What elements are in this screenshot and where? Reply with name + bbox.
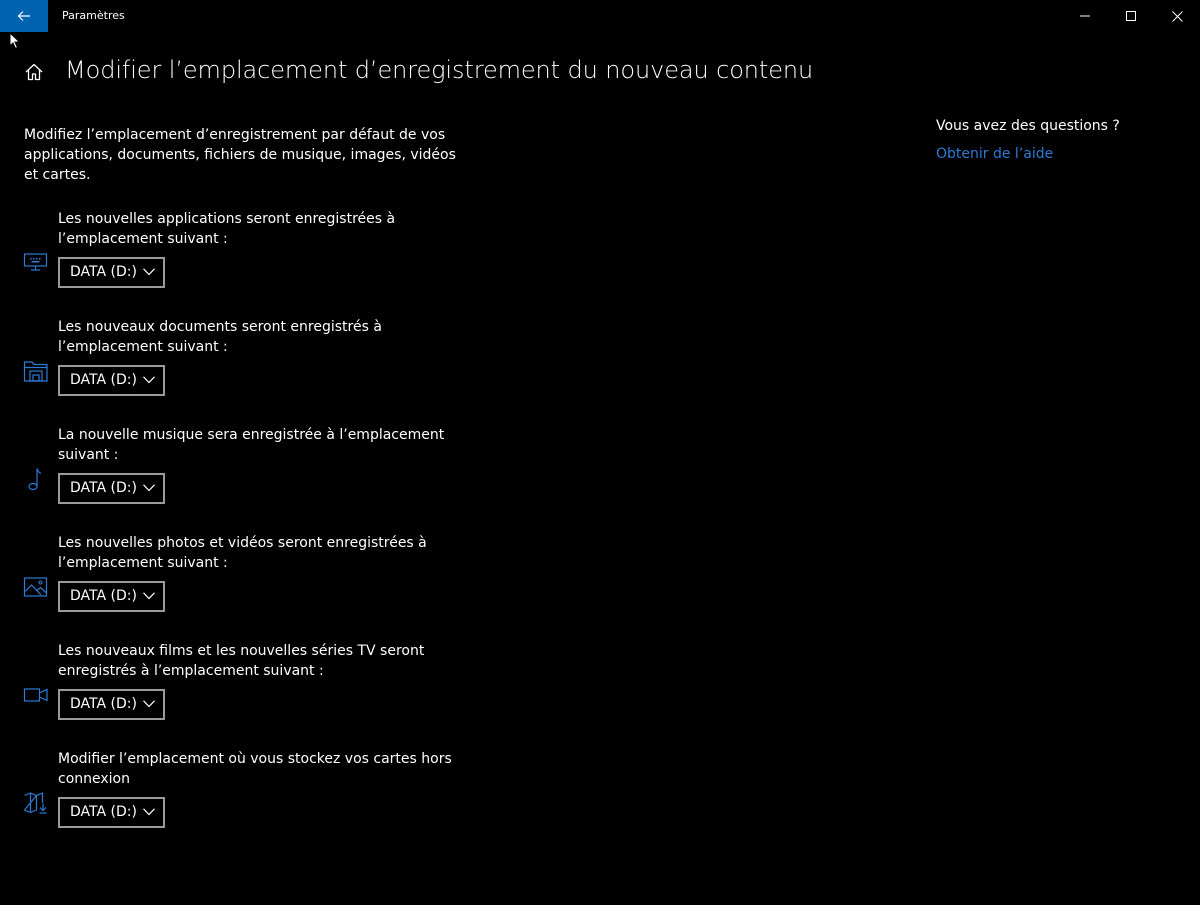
close-button[interactable] bbox=[1154, 0, 1200, 32]
back-button[interactable] bbox=[0, 0, 48, 32]
document-folder-icon bbox=[23, 359, 49, 383]
setting-label: La nouvelle musique sera enregistrée à l’emplacement suivant : bbox=[58, 427, 445, 463]
music-note-icon bbox=[23, 467, 49, 491]
chevron-down-icon bbox=[143, 592, 155, 600]
app-monitor-icon bbox=[23, 251, 49, 275]
new-documents-location-dropdown[interactable] bbox=[58, 365, 165, 396]
help-question: Vous avez des questions ? bbox=[936, 118, 1120, 134]
mouse-cursor-icon bbox=[9, 32, 21, 50]
close-icon bbox=[1172, 11, 1183, 22]
dropdown-value: DATA (D:) bbox=[70, 696, 137, 712]
back-arrow-icon bbox=[17, 10, 31, 22]
setting-label: Les nouvelles applications seront enregistrées à l’emplacement suivant : bbox=[58, 211, 396, 247]
setting-label: Modifier l’emplacement où vous stockez vos cartes hors connexion bbox=[58, 751, 452, 787]
home-icon[interactable] bbox=[24, 62, 44, 82]
get-help-link[interactable]: Obtenir de l’aide bbox=[936, 146, 1054, 162]
setting-label: Les nouveaux documents seront enregistrés à l’emplacement suivant : bbox=[58, 319, 382, 355]
photo-icon bbox=[23, 575, 49, 599]
dropdown-value: DATA (D:) bbox=[70, 480, 137, 496]
offline-map-icon bbox=[23, 791, 49, 815]
new-music-location-dropdown[interactable] bbox=[58, 473, 165, 504]
page-description: Modifiez l’emplacement d’enregistrement par défaut de vos applications, documents, fichiers de musique, images, vidéos et cartes. bbox=[24, 127, 456, 183]
offline-maps-location-dropdown[interactable] bbox=[58, 797, 165, 828]
chevron-down-icon bbox=[143, 484, 155, 492]
new-movies-tv-location-dropdown[interactable] bbox=[58, 689, 165, 720]
dropdown-value: DATA (D:) bbox=[70, 588, 137, 604]
dropdown-value: DATA (D:) bbox=[70, 264, 137, 280]
chevron-down-icon bbox=[143, 700, 155, 708]
minimize-icon bbox=[1080, 11, 1090, 21]
maximize-button[interactable] bbox=[1108, 0, 1154, 32]
maximize-icon bbox=[1126, 11, 1136, 21]
setting-label: Les nouvelles photos et vidéos seront enregistrées à l’emplacement suivant : bbox=[58, 535, 427, 571]
new-apps-location-dropdown[interactable] bbox=[58, 257, 165, 288]
dropdown-value: DATA (D:) bbox=[70, 372, 137, 388]
minimize-button[interactable] bbox=[1062, 0, 1108, 32]
video-camera-icon bbox=[23, 683, 49, 707]
setting-label: Les nouveaux films et les nouvelles séries TV seront enregistrés à l’emplacement suivant : bbox=[58, 643, 425, 679]
page-title: Modifier l’emplacement d’enregistrement du nouveau contenu bbox=[65, 56, 814, 84]
new-photos-location-dropdown[interactable] bbox=[58, 581, 165, 612]
chevron-down-icon bbox=[143, 268, 155, 276]
chevron-down-icon bbox=[143, 376, 155, 384]
app-title: Paramètres bbox=[62, 9, 125, 22]
dropdown-value: DATA (D:) bbox=[70, 804, 137, 820]
chevron-down-icon bbox=[143, 808, 155, 816]
title-bar bbox=[0, 0, 1200, 32]
